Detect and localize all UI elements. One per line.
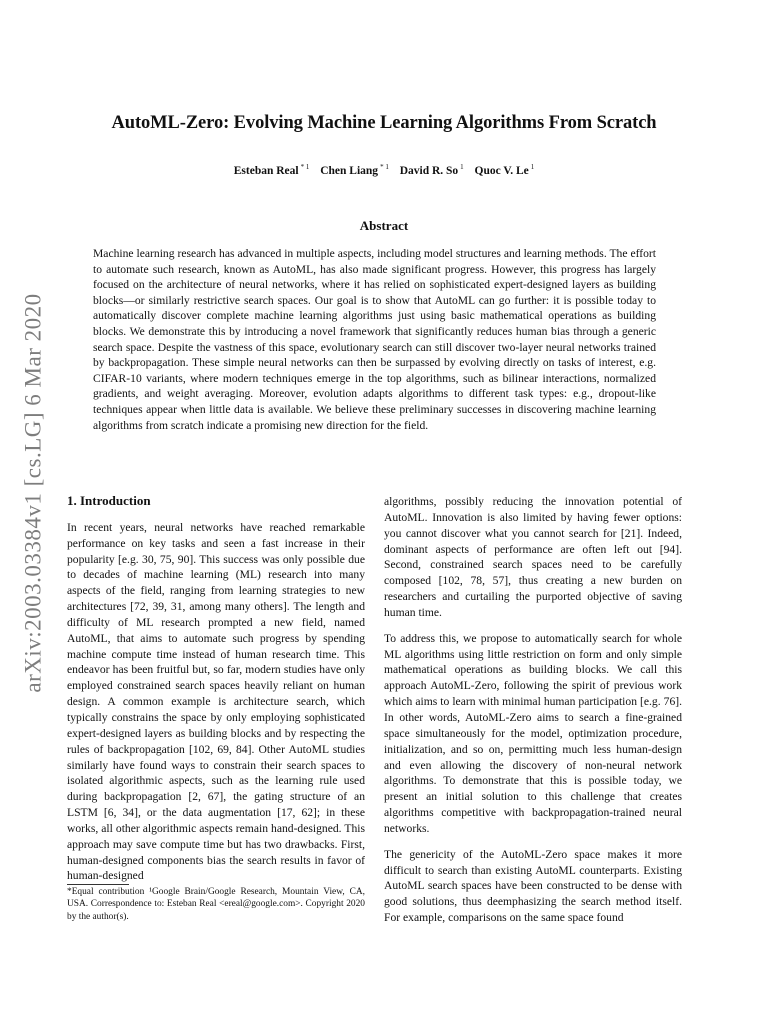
author-list xyxy=(0,163,768,177)
paper-title: AutoML-Zero: Evolving Machine Learning Algorithms From Scratch xyxy=(111,113,657,133)
introduction-paragraph: The genericity of the AutoML-Zero space makes it more difficult to search than existing AutoML counterparts. Existing AutoML search spaces have been constructed to be dense with good solutions, thus deemphasizing the search method itself. For example, comparisons on the same space found xyxy=(384,847,682,925)
introduction-paragraph: algorithms, possibly reducing the innovation potential of AutoML. Innovation is also limited by having fewer options: you cannot discover what you cannot search for [21]. Indeed, dominant aspects of performance are often left out [94]. Second, constrained search spaces need to be carefully composed [102, 78, 57], thus creating a new burden on researchers and curtailing the purported objective of saving human time. xyxy=(384,495,682,619)
abstract-heading: Abstract xyxy=(359,218,409,233)
author-name: Chen Liang xyxy=(320,165,379,177)
arxiv-stamp-text: arXiv:2003.03384v1 [cs.LG] 6 Mar 2020 xyxy=(21,293,46,693)
right-column xyxy=(384,494,682,936)
author-name: Quoc V. Le xyxy=(474,165,529,177)
author-affiliation-mark: 1 xyxy=(460,163,464,171)
author-name: David R. So xyxy=(399,165,459,177)
arxiv-stamp xyxy=(12,273,56,713)
introduction-paragraph: In recent years, neural networks have reached remarkable performance on key tasks and seen a fast increase in their popularity [e.g. 30, 75, 90]. This success was only possible due to decades of machine learning (ML) research into many aspects of the field, ranging from learning strategies to new architectures [72, 39, 31, among many others]. The length and difficulty of ML research prompted a new field, named AutoML, that aims to automate such progress by spending machine compute time instead of human research time. This endeavor has been fruitful but, so far, modern studies have only employed constrained search spaces heavily reliant on human design. A common example is architecture search, which typically constrains the space by only employing sophisticated expert-designed layers as building blocks and by respecting the rules of backpropagation [102, 69, 84]. Other AutoML studies similarly have found ways to constrain their search spaces to isolated algorithmic aspects, such as the learning rule used during backpropagation [2, 67], the gating structure of an LSTM [6, 34], or the data augmentation [17, 62]; in these works, all other algorithmic aspects remain hand-designed. This approach may save compute time but has two drawbacks. First, human-designed components bias the search results in favor of human-designed xyxy=(67,520,365,883)
author-affiliation-mark: * 1 xyxy=(380,163,389,171)
author-entry xyxy=(475,165,535,177)
author-name: Esteban Real xyxy=(233,165,299,177)
author-entry xyxy=(320,165,389,177)
footnote-rule xyxy=(67,884,129,885)
author-entry xyxy=(400,165,464,177)
introduction-paragraph: To address this, we propose to automatically search for whole ML algorithms using little restriction on form and only simple mathematical operations as building blocks. We call this approach AutoML-Zero, following the spirit of previous work which aims to learn with minimal human participation [e.g. 76]. In other words, AutoML-Zero aims to search a fine-grained space simultaneously for the model, optimization procedure, initialization, and so on, permitting much less human-design and even allowing the discovery of non-neural network algorithms. To demonstrate that this is possible today, we present an initial solution to this challenge that creates algorithms competitive with backpropagation-trained neural networks. xyxy=(384,631,682,835)
left-column xyxy=(67,493,365,894)
author-affiliation-mark: 1 xyxy=(530,163,535,171)
section-heading-introduction: 1. Introduction xyxy=(67,493,151,508)
author-entry xyxy=(234,165,310,177)
footnote: *Equal contribution ¹Google Brain/Google Research, Mountain View, CA, USA. Correspondence to: Esteban Real <ereal@google.com>. Copyright 2020 by the author(s). xyxy=(67,887,365,922)
abstract-text: Machine learning research has advanced in multiple aspects, including model structures and learning methods. The effort to automate such research, known as AutoML, has also made significant progress. However, this progress has largely focused on the architecture of neural networks, where it has relied on sophisticated expert-designed layers as building blocks—or similarly restrictive search spaces. Our goal is to show that AutoML can go further: it is possible today to automatically discover complete machine learning algorithms just using basic mathematical operations as building blocks. We demonstrate this by introducing a novel framework that significantly reduces human bias through a generic search space. Despite the vastness of this space, evolutionary search can still discover two-layer neural networks trained by backpropagation. These simple neural networks can then be surpassed by evolving directly on tasks of interest, e.g. CIFAR-10 variants, where modern techniques emerge in the top algorithms, such as bilinear interactions, normalized gradients, and weight averaging. Moreover, evolution adapts algorithms to different task types: e.g., dropout-like techniques appear when little data is available. We believe these preliminary successes in discovering machine learning algorithms from scratch indicate a promising new direction for the field. xyxy=(93,247,656,432)
author-affiliation-mark: * 1 xyxy=(300,163,310,171)
